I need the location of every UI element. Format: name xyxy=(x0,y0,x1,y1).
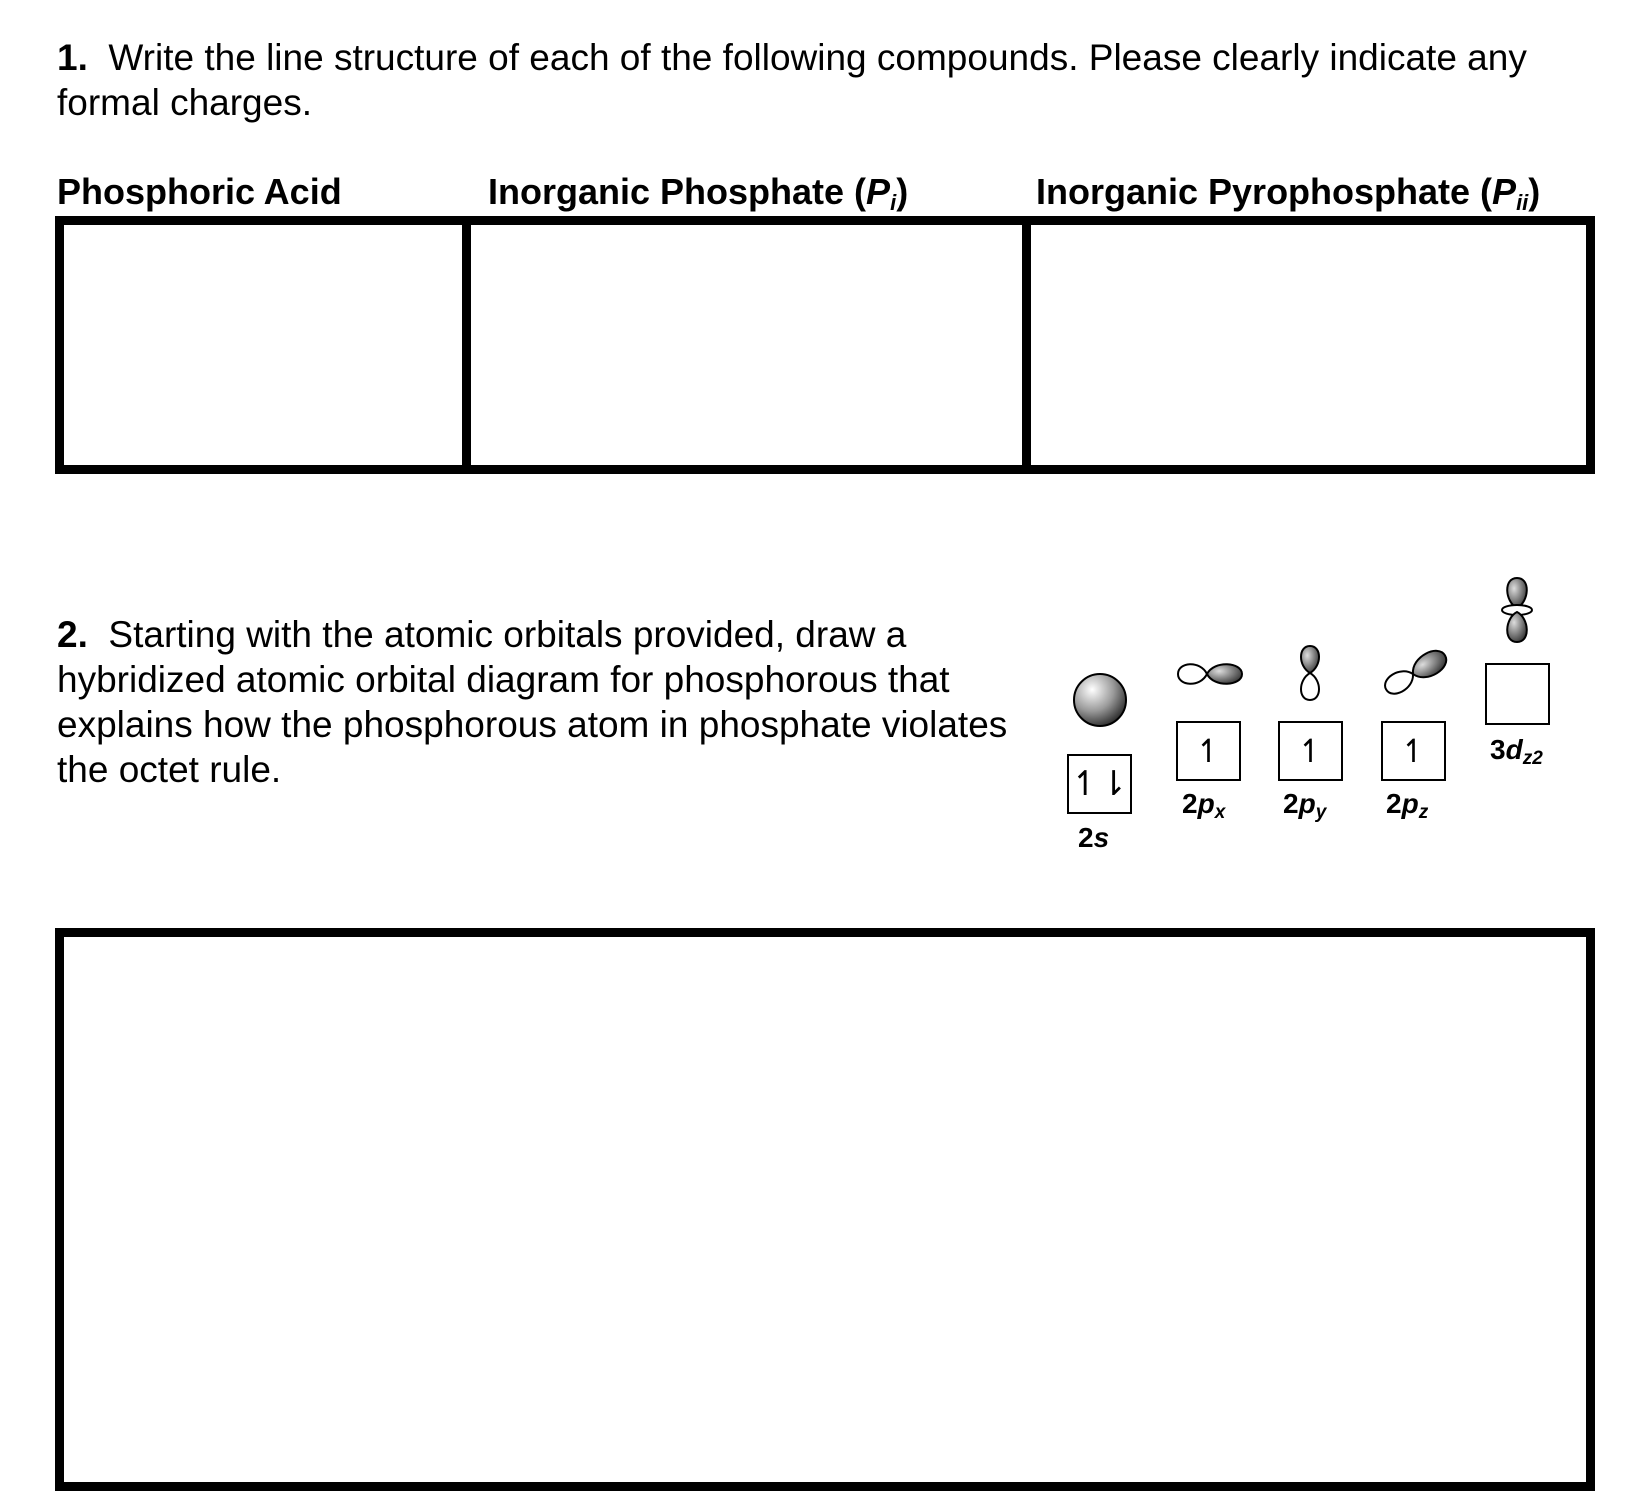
orbital-label-3dz2: $3d_{z2}$ xyxy=(1490,734,1543,769)
orbital-label-2py: $2p_y$ xyxy=(1283,788,1327,823)
answer-box-phosphoric-acid[interactable] xyxy=(64,225,462,465)
header-phosphoric-acid: Phosphoric Acid xyxy=(57,171,342,212)
py-orbital-icon xyxy=(1301,646,1319,700)
px-orbital-icon xyxy=(1178,664,1242,684)
pz-orbital-icon xyxy=(1381,646,1451,700)
question-1 xyxy=(57,35,1617,125)
orbital-label-2px: $2p_x$ xyxy=(1182,788,1226,823)
answer-box-orbital-diagram[interactable] xyxy=(55,928,1595,1491)
orbital-diagram-graphic xyxy=(1060,570,1600,870)
dz2-orbital-icon xyxy=(1502,578,1532,642)
electron-2py: ↿ xyxy=(1297,733,1324,769)
answer-box-inorganic-phosphate[interactable] xyxy=(471,225,1022,465)
question-1-text: Write the line structure of each of the following compounds. Please clearly indicate any formal charges. xyxy=(57,37,1527,123)
question-2 xyxy=(57,612,1017,792)
box-divider xyxy=(462,216,471,474)
answer-box-row xyxy=(55,216,1595,474)
header-inorganic-phosphate: Inorganic Phosphate $(P_i)$ xyxy=(488,171,909,215)
orbital-label-2s: 2s xyxy=(1078,822,1110,853)
answer-box-inorganic-pyrophosphate[interactable] xyxy=(1031,225,1586,465)
electron-2pz: ↿ xyxy=(1400,733,1427,769)
orbital-label-2pz: $2p_z$ xyxy=(1386,788,1429,823)
question-2-number: 2. xyxy=(57,614,88,655)
s-orbital-icon xyxy=(1074,674,1126,726)
box-divider xyxy=(1022,216,1031,474)
electron-pair-2s: ↿⇂ xyxy=(1071,765,1128,803)
electron-2px: ↿ xyxy=(1195,733,1222,769)
question-1-number: 1. xyxy=(57,37,88,78)
orbital-box-3dz2 xyxy=(1486,664,1549,724)
question-2-text: Starting with the atomic orbitals provided, draw a hybridized atomic orbital diagram for phosphorous that explains how the phosphorous atom in phosphate violates the octet rule. xyxy=(57,614,1008,790)
header-inorganic-pyrophosphate: Inorganic Pyrophosphate $(P_{ii})$ xyxy=(1036,171,1541,215)
